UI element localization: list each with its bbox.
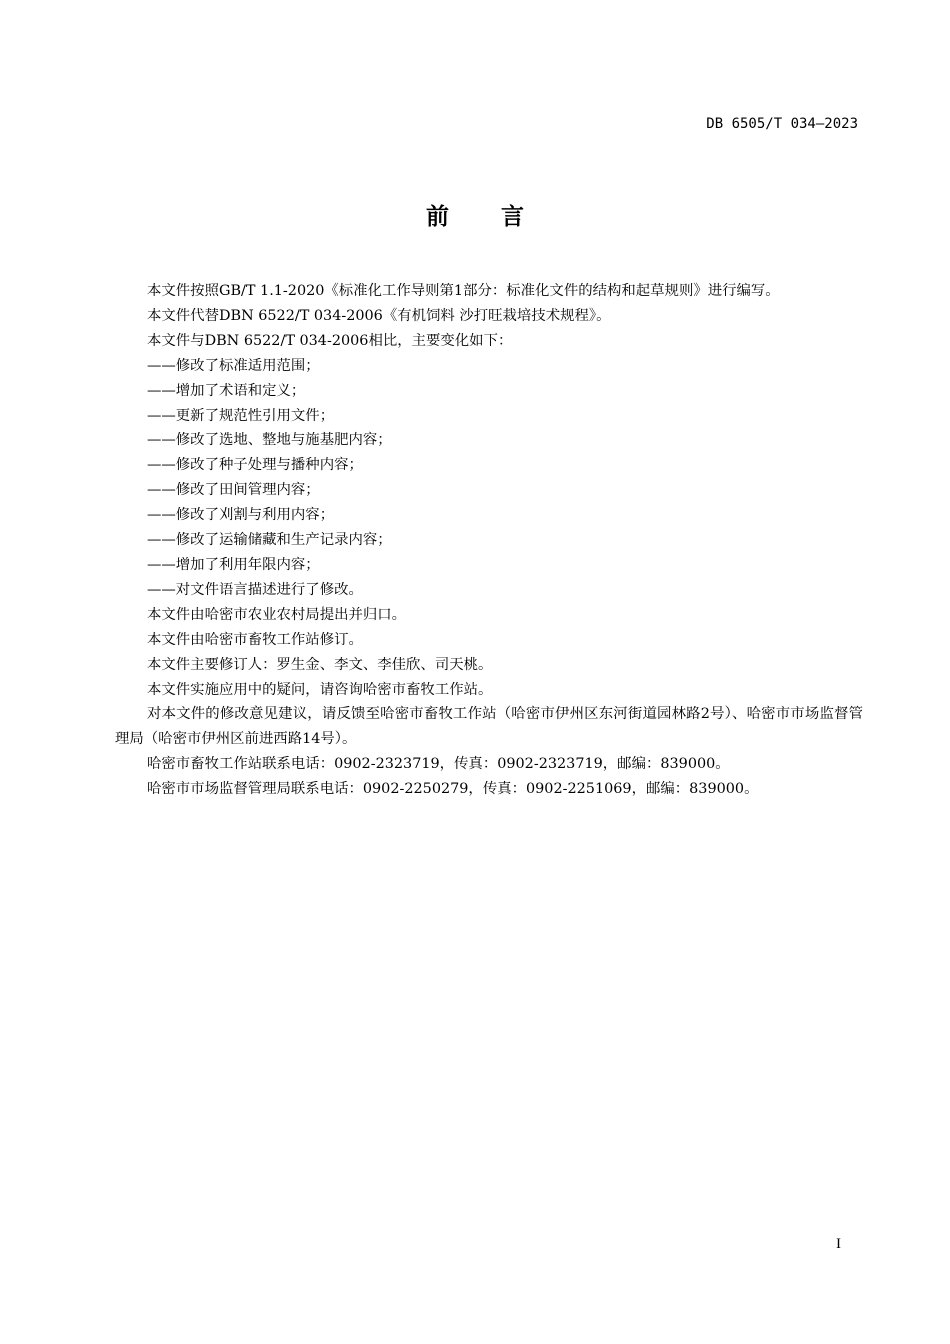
paragraph-inquiry: 本文件实施应用中的疑问，请咨询哈密市畜牧工作站。: [147, 681, 493, 698]
change-item: ——增加了术语和定义；: [147, 382, 306, 399]
paragraph-proposer: 本文件由哈密市农业农村局提出并归口。: [147, 606, 407, 623]
paragraph-reviser: 本文件由哈密市畜牧工作站修订。: [147, 631, 363, 648]
change-item: ——修改了种子处理与播种内容；: [147, 457, 363, 474]
change-item: ——修改了刈割与利用内容；: [147, 507, 335, 524]
change-item: ——修改了标准适用范围；: [147, 357, 320, 374]
page-title: [0, 201, 950, 233]
paragraph-contact-station: 哈密市畜牧工作站联系电话：0902-2323719，传真：0902-2323719，邮编：839000。: [147, 756, 730, 773]
change-item: ——修改了田间管理内容；: [147, 482, 320, 499]
paragraph-revisers-names: 本文件主要修订人：罗生金、李文、李佳欣、司天桃。: [147, 656, 493, 673]
document-code: DB 6505/T 034—2023: [706, 116, 858, 132]
paragraph-feedback: 对本文件的修改意见建议，请反馈至哈密市畜牧工作站（哈密市伊州区东河街道园林路2号）、哈密市市场监督管理局（哈密市伊州区前进西路14号）。: [115, 706, 863, 748]
foreword-body: [115, 279, 863, 802]
change-item: ——更新了规范性引用文件；: [147, 407, 335, 424]
title-char-2: 言: [501, 204, 524, 230]
change-item: ——对文件语言描述进行了修改。: [147, 581, 363, 598]
paragraph-replaces: 本文件代替DBN 6522/T 034-2006《有机饲料 沙打旺栽培技术规程》。: [147, 307, 611, 324]
title-char-1: 前: [426, 204, 449, 230]
change-item: ——修改了运输储藏和生产记录内容；: [147, 532, 392, 549]
change-item: ——修改了选地、整地与施基肥内容；: [147, 432, 392, 449]
paragraph-basis: 本文件按照GB/T 1.1-2020《标准化工作导则第1部分：标准化文件的结构和起草规则》进行编写。: [147, 283, 780, 299]
change-item: ——增加了利用年限内容；: [147, 556, 320, 573]
paragraph-contact-bureau: 哈密市市场监督管理局联系电话：0902-2250279，传真：0902-2251069，邮编：839000。: [147, 781, 759, 798]
paragraph-changes-intro: 本文件与DBN 6522/T 034-2006相比，主要变化如下：: [147, 332, 513, 349]
page-number: I: [836, 1236, 841, 1252]
